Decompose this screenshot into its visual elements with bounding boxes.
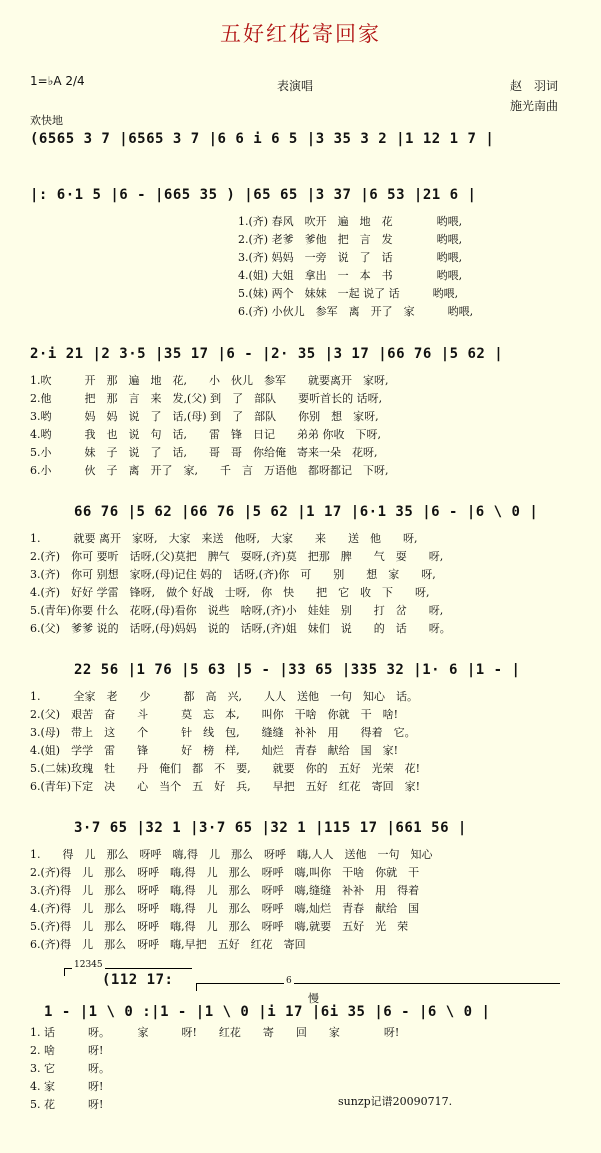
lyric-line: 4.(齐) 好好 学雷 锋呀, 做个 好战 士呀, 你 快 把 它 收 下 呀, [30,586,430,599]
section-4-notes: 22 56 |1 76 |5 63 |5 - |33 65 |335 32 |1· 6 |1 - | [74,662,521,678]
volta-1-tick [64,968,65,976]
lyric-line: 6.小 伙 子 离 开了 家, 千 言 万语他 都呀都记 下呀, [30,464,389,477]
lyric-line: 4. 家 呀! [30,1080,104,1093]
volta-2-bracket [196,983,560,984]
lyric-line: 4.(姐) 学学 雷 锋 好 榜 样, 灿烂 青春 献给 国 家! [30,744,398,757]
lyric-line: 2.(齐) 老爹 爹他 把 言 发 哟喂, [238,233,463,246]
section-3-notes: 66 76 |5 62 |66 76 |5 62 |1 17 |6·1 35 |6 - |6 \ 0 | [74,504,539,520]
volta-1-notes: (112 17: [102,972,174,988]
lyric-line: 4.(齐)得 儿 那么 呀呼 嗨,得 儿 那么 呀呼 嗨,灿烂 青春 献给 国 [30,902,420,915]
section-2-notes: 2·i 21 |2 3·5 |35 17 |6 - |2· 35 |3 17 |66 76 |5 62 | [30,346,504,362]
lyric-line: 1. 全家 老 少 都 高 兴, 人人 送他 一句 知心 话。 [30,690,418,703]
lyric-line: 5.(齐)得 儿 那么 呀呼 嗨,得 儿 那么 呀呼 嗨,就要 五好 光 荣 [30,920,409,933]
lyric-line: 6.(齐) 小伙儿 参军 离 开了 家 哟喂, [238,305,474,318]
volta-1-label: 12345 [74,960,103,970]
lyric-line: 3.哟 妈 妈 说 了 话,(母) 到 了 部队 你别 想 家呀, [30,410,379,423]
lyric-line: 3.(齐)得 儿 那么 呀呼 嗨,得 儿 那么 呀呼 嗨,缝缝 补补 用 得着 [30,884,420,897]
lyricist-credit: 赵 羽词 [510,79,559,93]
song-title: 五好红花寄回家 [220,22,381,46]
lyric-line: 3.(齐) 你可 别想 家呀,(母)记住 妈的 话呀,(齐)你 可 别 想 家 呀, [30,568,436,581]
lyric-line: 5.小 妹 子 说 了 话, 哥 哥 你给俺 寄来一朵 花呀, [30,446,378,459]
intro-notes: (6565 3 7 |6565 3 7 |6 6 i 6 5 |3 35 3 2 |1 12 1 7 | [30,131,495,147]
performance-style: 表演唱 [277,79,314,93]
lyric-line: 3.(母) 带上 这 个 针 线 包, 缝缝 补补 用 得着 它。 [30,726,416,739]
section-6-notes: 1 - |1 \ 0 :|1 - |1 \ 0 |i 17 |6i 35 |6 - |6 \ 0 | [44,1004,491,1020]
lyric-line: 4.哟 我 也 说 句 话, 雷 锋 日记 弟弟 你收 下呀, [30,428,381,441]
lyric-line: 4.(姐) 大姐 拿出 一 本 书 哟喂, [238,269,463,282]
lyric-line: 2.他 把 那 言 来 发,(父) 到 了 部队 要听首长的 话呀, [30,392,383,405]
tempo-marking: 欢快地 [30,114,63,127]
lyric-line: 6.(父) 爹爹 说的 话呀,(母)妈妈 说的 话呀,(齐)姐 妹们 说 的 话 呀。 [30,622,451,635]
lyric-line: 1.吹 开 那 遍 地 花, 小 伙儿 参军 就要离开 家呀, [30,374,389,387]
lyric-line: 2. 啥 呀! [30,1044,104,1057]
lyric-line: 1. 话 呀。 家 呀! 红花 寄 回 家 呀! [30,1026,400,1039]
lyric-line: 3. 它 呀。 [30,1062,110,1075]
key-signature: 1=♭A 2/4 [30,74,85,88]
lyric-line: 5. 花 呀! [30,1098,104,1111]
lyric-line: 1. 得 儿 那么 呀呼 嗨,得 儿 那么 呀呼 嗨,人人 送他 一句 知心 [30,848,433,861]
lyric-line: 1.(齐) 春风 吹开 遍 地 花 哟喂, [238,215,463,228]
lyric-line: 1. 就要 离开 家呀, 大家 来送 他呀, 大家 来 送 他 呀, [30,532,418,545]
section-1-notes: |: 6·1 5 |6 - |665 35 ) |65 65 |3 37 |6 53 |21 6 | [30,187,477,203]
composer-credit: 施光南曲 [510,99,559,113]
volta-2-label: 6 [286,976,292,986]
lyric-line: 5.(青年)你要 什么 花呀,(母)看你 说些 啥呀,(齐)小 娃娃 别 打 岔 呀, [30,604,444,617]
transcriber-credit: sunzp记谱20090717. [338,1095,453,1108]
lyric-line: 2.(齐)得 儿 那么 呀呼 嗨,得 儿 那么 呀呼 嗨,叫你 干啥 你就 干 [30,866,420,879]
lyric-line: 2.(齐) 你可 要听 话呀,(父)莫把 脾气 耍呀,(齐)莫 把那 脾 气 耍 呀, [30,550,444,563]
lyric-line: 5.(妹) 两个 妹妹 一起 说了 话 哟喂, [238,287,459,300]
volta-2-tick [196,983,197,991]
lyric-line: 6.(齐)得 儿 那么 呀呼 嗨,早把 五好 红花 寄回 [30,938,306,951]
lyric-line: 2.(父) 艰苦 奋 斗 莫 忘 本, 叫你 干啥 你就 干 啥! [30,708,398,721]
lyric-line: 6.(青年)下定 决 心 当个 五 好 兵, 早把 五好 红花 寄回 家! [30,780,420,793]
lyric-line: 5.(二妹)玫瑰 牡 丹 俺们 都 不 要, 就要 你的 五好 光荣 花! [30,762,420,775]
section-5-notes: 3·7 65 |32 1 |3·7 65 |32 1 |115 17 |661 56 | [74,820,467,836]
lyric-line: 3.(齐) 妈妈 一旁 说 了 话 哟喂, [238,251,463,264]
slow-marking: 慢 [308,992,319,1005]
